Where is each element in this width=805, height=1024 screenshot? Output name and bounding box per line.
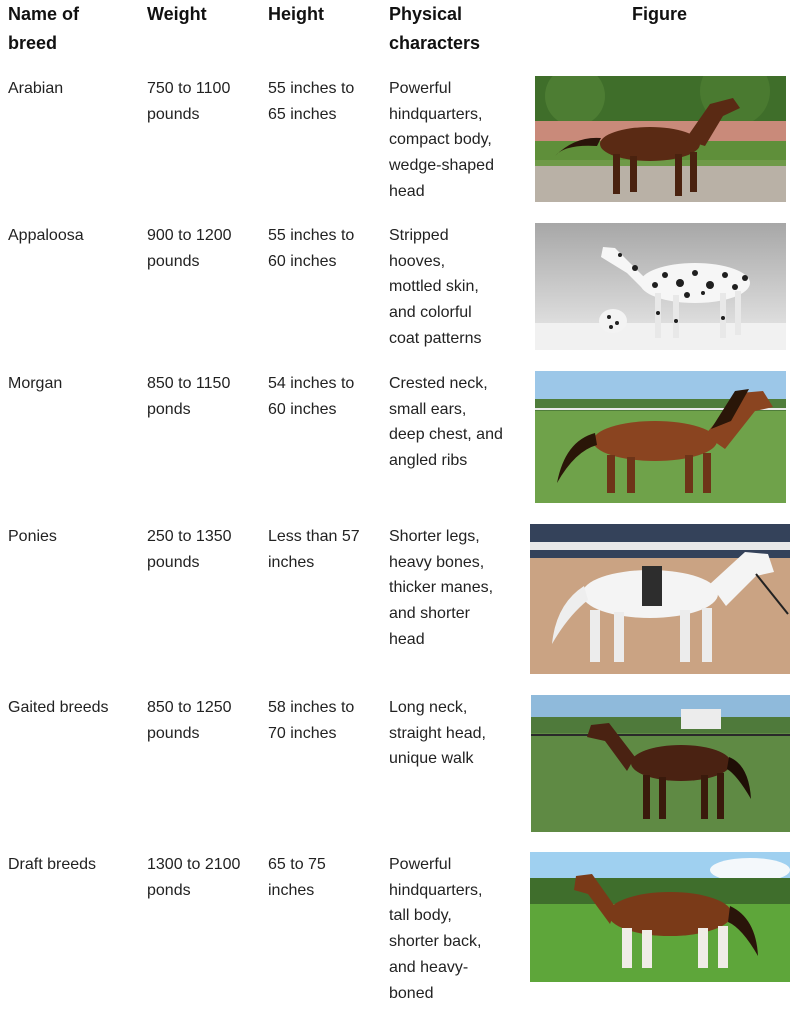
row-draft-breeds-height: 65 to 75 inches bbox=[268, 856, 326, 899]
row-ponies-height: Less than 57 inches bbox=[268, 528, 360, 571]
header-figure: Figure bbox=[632, 4, 688, 24]
pony-image bbox=[530, 524, 790, 674]
row-ponies-name: Ponies bbox=[8, 528, 57, 545]
header-weight: Weight bbox=[147, 4, 207, 24]
row-morgan-height: 54 inches to 60 inches bbox=[268, 375, 355, 418]
gaited-horse-image bbox=[531, 695, 790, 832]
row-appaloosa-weight: 900 to 1200 pounds bbox=[147, 227, 232, 270]
row-ponies-weight: 250 to 1350 pounds bbox=[147, 528, 232, 571]
row-morgan-physical: Crested neck, small ears, deep chest, and angled ribs bbox=[389, 375, 503, 470]
row-gaited-breeds-height: 58 inches to 70 inches bbox=[268, 699, 355, 742]
row-morgan-name: Morgan bbox=[8, 375, 63, 392]
row-draft-breeds-name: Draft breeds bbox=[8, 856, 97, 873]
row-appaloosa-physical: Stripped hooves, mottled skin, and colorful coat patterns bbox=[389, 227, 482, 347]
row-arabian-weight: 750 to 1100 pounds bbox=[147, 80, 231, 123]
row-morgan-weight: 850 to 1150 ponds bbox=[147, 375, 231, 418]
header-height: Height bbox=[268, 4, 324, 24]
row-gaited-breeds-physical: Long neck, straight head, unique walk bbox=[389, 699, 486, 768]
row-gaited-breeds-name: Gaited breeds bbox=[8, 699, 109, 716]
row-arabian-name: Arabian bbox=[8, 80, 64, 97]
header-physical-characters: Physical characters bbox=[389, 4, 481, 53]
row-arabian-height: 55 inches to 65 inches bbox=[268, 80, 355, 123]
morgan-horse-image bbox=[535, 371, 786, 503]
header-name-of-breed: Name of breed bbox=[8, 4, 80, 53]
appaloosa-horse-image bbox=[535, 223, 786, 350]
row-arabian-physical: Powerful hindquarters, compact body, wedge-shaped head bbox=[389, 80, 494, 200]
row-gaited-breeds-weight: 850 to 1250 pounds bbox=[147, 699, 232, 742]
arabian-horse-image bbox=[535, 76, 786, 202]
row-appaloosa-height: 55 inches to 60 inches bbox=[268, 227, 355, 270]
row-appaloosa-name: Appaloosa bbox=[8, 227, 84, 244]
draft-horse-image bbox=[530, 852, 790, 982]
row-ponies-physical: Shorter legs, heavy bones, thicker manes, and shorter head bbox=[389, 528, 494, 648]
row-draft-breeds-physical: Powerful hindquarters, tall body, shorter back, and heavy- boned bbox=[389, 856, 483, 1002]
row-draft-breeds-weight: 1300 to 2100 ponds bbox=[147, 856, 241, 899]
